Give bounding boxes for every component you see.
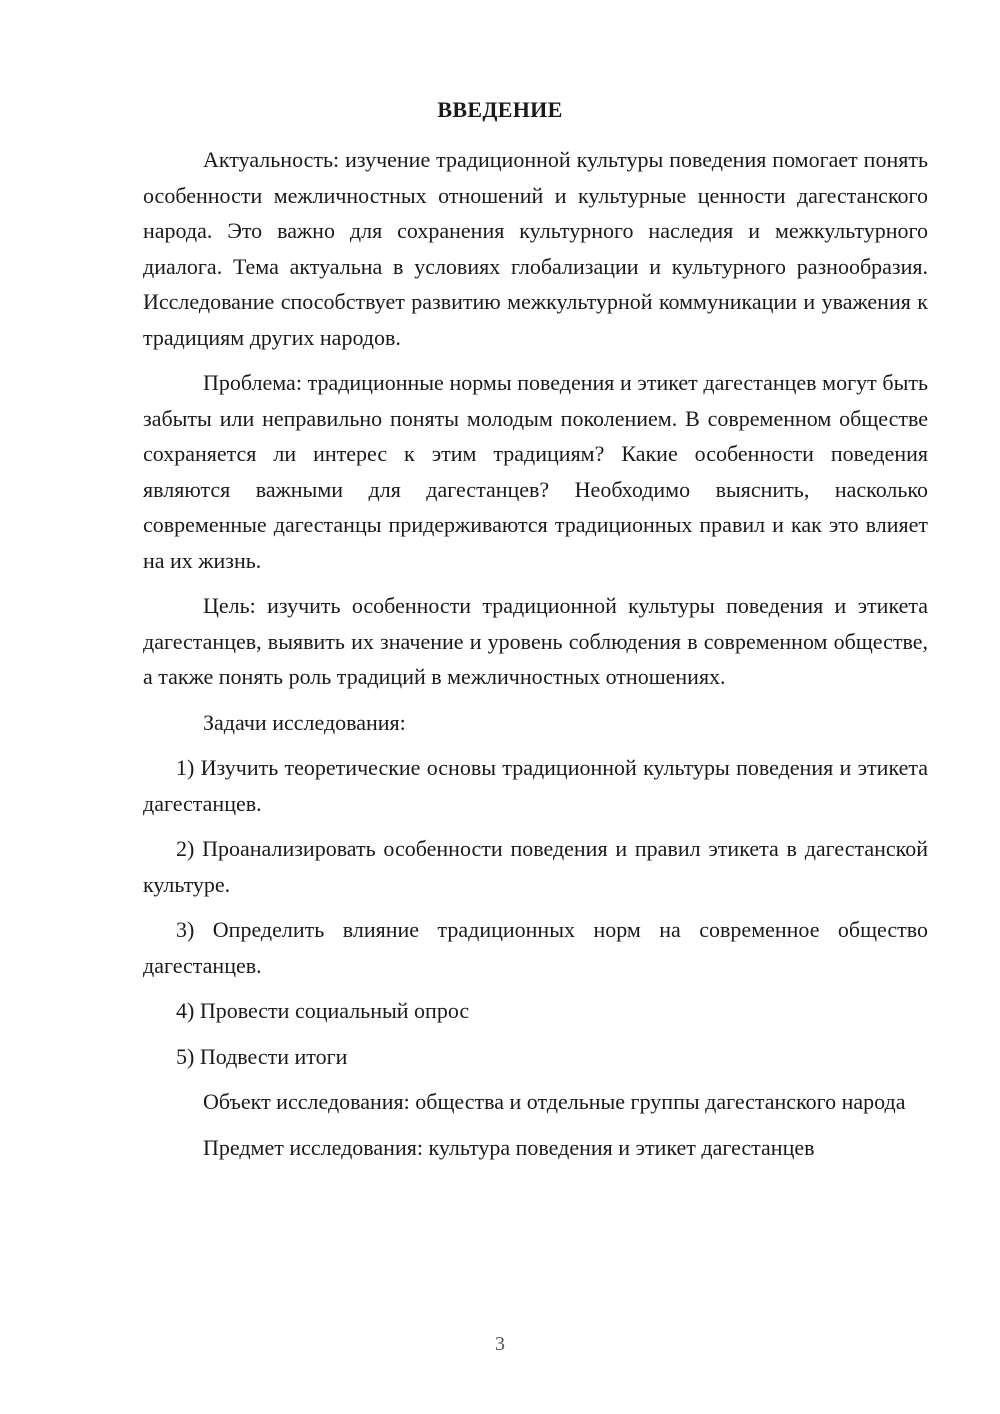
task-item-5: 5) Подвести итоги <box>176 1043 348 1069</box>
paragraph-object: Объект исследования: общества и отдельные группы дагестанского народа <box>203 1089 906 1114</box>
task-item-2: 2) Проанализировать особенности поведения и правил этикета в дагестанской культуре. <box>143 836 928 897</box>
paragraph-subject: Предмет исследования: культура поведения и этикет дагестанцев <box>203 1134 815 1160</box>
page-number: 3 <box>495 1333 505 1355</box>
paragraph-goal: Цель: изучить особенности традиционной культуры поведения и этикета дагестанцев, выявить их значение и уровень соблюдения в современном обществе, а также понять роль традиций в межличностных отношениях. <box>143 593 928 689</box>
task-item-1: 1) Изучить теоретические основы традиционной культуры поведения и этикета дагестанцев. <box>143 755 928 816</box>
task-item-3: 3) Определить влияние традиционных норм на современное общество дагестанцев. <box>143 917 928 978</box>
document-body <box>143 142 928 1175</box>
page-title: ВВЕДЕНИЕ <box>437 97 563 122</box>
task-item-4: 4) Провести социальный опрос <box>176 998 470 1023</box>
tasks-heading: Задачи исследования: <box>203 709 406 735</box>
paragraph-relevance: Актуальность: изучение традиционной культуры поведения помогает понять особенности межличностных отношений и культурные ценности дагестанского народа. Это важно для сохранения культурного наследия и межкультурного диалога. Тема актуальна в условиях глобализации и культурного разнообразия. Исследование способствует развитию межкультурной коммуникации и уважения к традициям других народов. <box>143 147 928 350</box>
paragraph-problem: Проблема: традиционные нормы поведения и этикет дагестанцев могут быть забыты или неправильно поняты молодым поколением. В современном обществе сохраняется ли интерес к этим традициям? Какие особенности поведения являются важными для дагестанцев? Необходимо выяснить, насколько современные дагестанцы придерживаются традиционных правил и как это влияет на их жизнь. <box>143 370 928 573</box>
